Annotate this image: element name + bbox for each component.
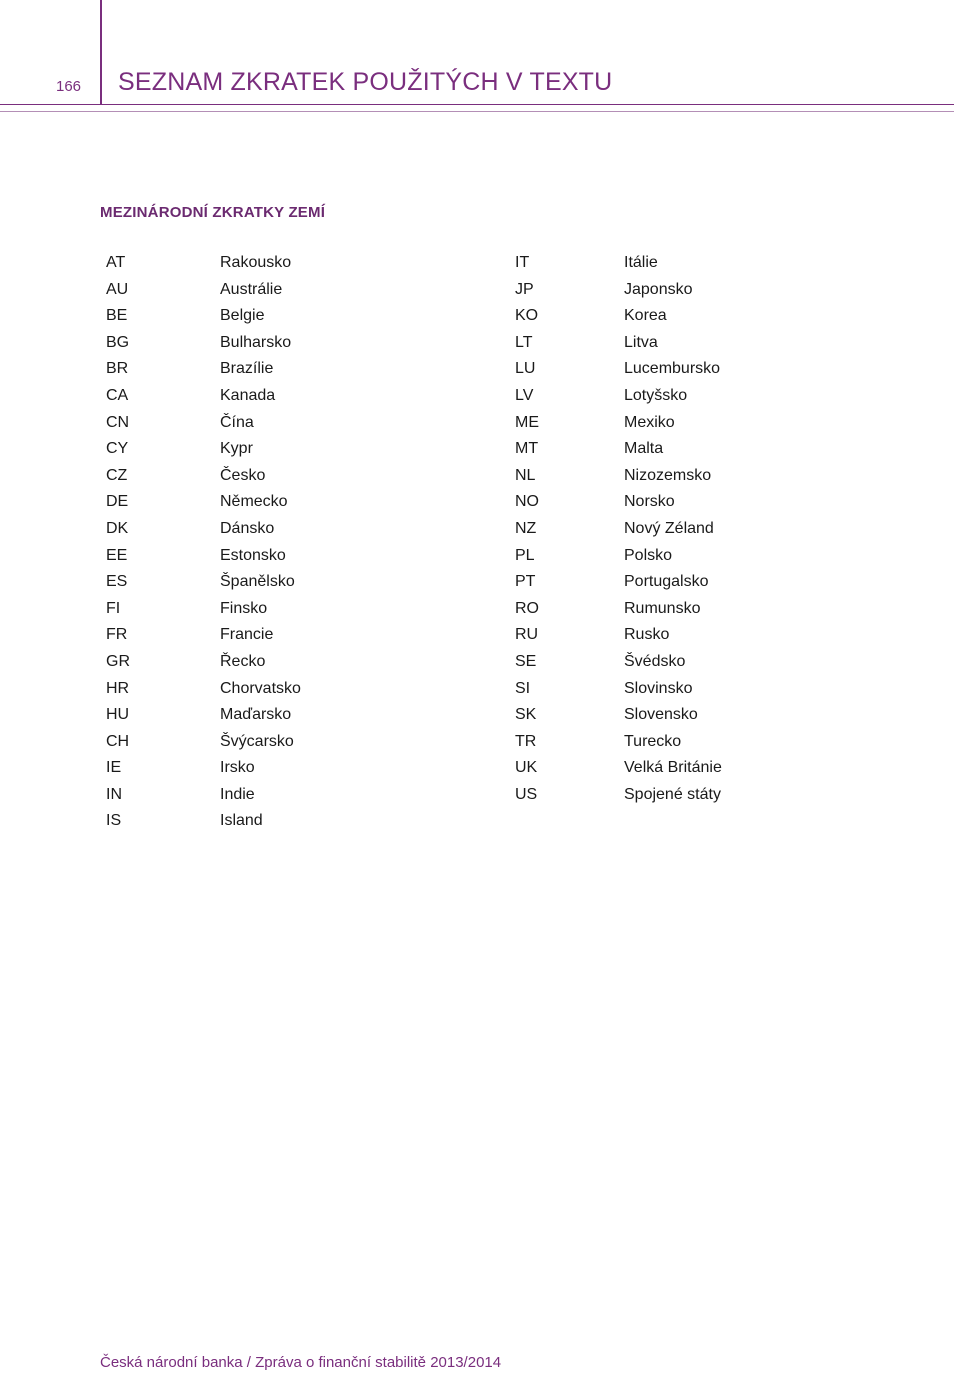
country-name: Nový Zéland bbox=[624, 519, 714, 537]
country-code: AT bbox=[106, 254, 126, 271]
country-code: HU bbox=[106, 706, 130, 724]
country-name: Slovensko bbox=[624, 706, 698, 724]
country-name: Korea bbox=[624, 307, 667, 325]
country-name: Česko bbox=[220, 466, 266, 484]
country-code: IT bbox=[515, 254, 530, 271]
country-name: Nizozemsko bbox=[624, 466, 712, 484]
country-code: SK bbox=[515, 706, 537, 724]
country-code: FI bbox=[106, 599, 121, 617]
country-name: Belgie bbox=[220, 307, 265, 325]
country-name: Chorvatsko bbox=[220, 679, 301, 697]
country-code: GR bbox=[106, 652, 130, 670]
country-code: SE bbox=[515, 652, 537, 670]
country-name: Dánsko bbox=[220, 519, 275, 537]
section-heading: MEZINÁRODNÍ ZKRATKY ZEMÍ bbox=[100, 204, 326, 221]
country-name: Švýcarsko bbox=[220, 732, 294, 750]
country-name: Německo bbox=[220, 493, 288, 511]
header-rule-bottom bbox=[0, 111, 954, 112]
country-code: CY bbox=[106, 440, 129, 458]
country-name: Bulharsko bbox=[220, 333, 292, 351]
country-code: CH bbox=[106, 732, 130, 750]
country-name: Španělsko bbox=[220, 573, 295, 591]
country-name: Finsko bbox=[220, 599, 268, 617]
country-name: Indie bbox=[220, 785, 255, 803]
country-name: Slovinsko bbox=[624, 679, 693, 697]
header-rule-top bbox=[0, 104, 954, 105]
country-code: BR bbox=[106, 360, 129, 378]
country-code: ME bbox=[515, 413, 539, 431]
country-name: Čína bbox=[220, 413, 254, 431]
country-name: Turecko bbox=[624, 732, 682, 750]
country-code: US bbox=[515, 785, 538, 803]
country-code: LV bbox=[515, 386, 534, 404]
page-number: 166 bbox=[56, 78, 82, 95]
country-name: Spojené státy bbox=[624, 785, 721, 803]
country-name: Irsko bbox=[220, 759, 255, 777]
page-title: SEZNAM ZKRATEK POUŽITÝCH V TEXTU bbox=[118, 68, 613, 96]
country-name: Portugalsko bbox=[624, 573, 709, 591]
country-code: DK bbox=[106, 519, 129, 537]
header-vertical-rule bbox=[100, 0, 102, 104]
country-code: RO bbox=[515, 599, 539, 617]
country-code: EE bbox=[106, 546, 128, 564]
country-name: Estonsko bbox=[220, 546, 286, 564]
country-code: IS bbox=[106, 812, 122, 830]
country-name: Mexiko bbox=[624, 413, 675, 431]
country-code: MT bbox=[515, 440, 539, 458]
country-name: Maďarsko bbox=[220, 706, 292, 724]
country-code: DE bbox=[106, 493, 129, 511]
country-name: Francie bbox=[220, 626, 274, 644]
country-code: FR bbox=[106, 626, 128, 644]
country-name: Itálie bbox=[624, 254, 658, 271]
country-name: Rumunsko bbox=[624, 599, 701, 617]
country-name: Rakousko bbox=[220, 254, 292, 271]
country-name: Polsko bbox=[624, 546, 673, 564]
country-code: CN bbox=[106, 413, 130, 431]
country-code: IE bbox=[106, 759, 122, 777]
country-name: Brazílie bbox=[220, 360, 274, 378]
country-name: Rusko bbox=[624, 626, 670, 644]
country-code: PL bbox=[515, 546, 535, 564]
country-name: Švédsko bbox=[624, 652, 686, 670]
country-name: Řecko bbox=[220, 652, 266, 670]
country-name: Austrálie bbox=[220, 280, 283, 298]
country-code: HR bbox=[106, 679, 130, 697]
country-name: Lucembursko bbox=[624, 360, 721, 378]
country-code: CA bbox=[106, 386, 129, 404]
country-name: Malta bbox=[624, 440, 664, 458]
country-code: UK bbox=[515, 759, 538, 777]
country-name: Velká Británie bbox=[624, 759, 722, 777]
country-code: NO bbox=[515, 493, 539, 511]
country-code: AU bbox=[106, 280, 129, 298]
country-code: PT bbox=[515, 573, 536, 591]
country-name: Island bbox=[220, 812, 263, 830]
country-code: IN bbox=[106, 785, 122, 803]
country-name: Norsko bbox=[624, 493, 675, 511]
country-name: Kanada bbox=[220, 386, 276, 404]
country-name: Lotyšsko bbox=[624, 386, 688, 404]
country-code: RU bbox=[515, 626, 539, 644]
country-code: KO bbox=[515, 307, 539, 325]
country-code: ES bbox=[106, 573, 128, 591]
country-code: NZ bbox=[515, 519, 537, 537]
country-name: Japonsko bbox=[624, 280, 693, 298]
country-code: TR bbox=[515, 732, 537, 750]
country-code: BE bbox=[106, 307, 128, 325]
country-code: LT bbox=[515, 333, 533, 351]
country-code: SI bbox=[515, 679, 531, 697]
country-code: NL bbox=[515, 466, 536, 484]
country-code: JP bbox=[515, 280, 534, 298]
country-code: BG bbox=[106, 333, 130, 351]
country-name: Litva bbox=[624, 333, 658, 351]
footer-text: Česká národní banka / Zpráva o finanční stabilitě 2013/2014 bbox=[100, 1354, 502, 1371]
country-name: Kypr bbox=[220, 440, 253, 458]
country-code: CZ bbox=[106, 466, 128, 484]
country-code: LU bbox=[515, 360, 536, 378]
